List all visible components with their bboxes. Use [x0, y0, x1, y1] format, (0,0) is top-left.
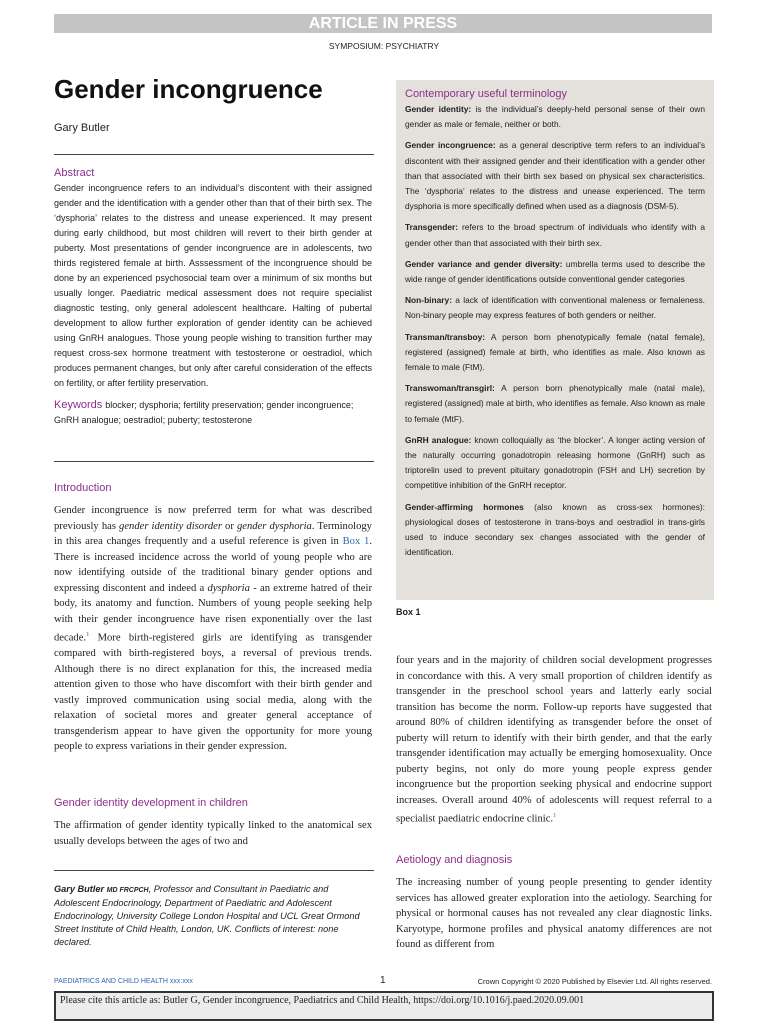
term-entry — [405, 293, 705, 323]
aetiology-heading: Aetiology and diagnosis — [396, 854, 513, 866]
term-name: Transman/transboy: — [405, 331, 486, 342]
term-definition: a lack of identification with conventional maleness or femaleness. Non-binary people may express features of both genders or neither. — [405, 295, 705, 321]
term-name: Gender variance and gender diversity: — [405, 258, 563, 269]
term-definition: umbrella terms used to describe the wide range of gender identifications outside conventional gender categories — [405, 258, 705, 285]
author-footnote: Gary Butler MD FRCPCH, Professor and Consultant in Paediatric and Adolescent Endocrinology, Department of Paediatric and Adolescent Endocrinology, University College London Hospital and UCL Great Ormond Street Institute of Child Health, London, UK. Conflicts of interest: none declared. — [54, 884, 360, 947]
development-heading: Gender identity development in children — [54, 797, 248, 809]
term-entry — [405, 381, 705, 427]
box-caption: Box 1 — [396, 607, 421, 617]
term-name: Non-binary: — [405, 295, 452, 306]
article-title: Gender incongruence — [54, 74, 323, 104]
term-name: Gender-affirming hormones — [405, 501, 524, 512]
article-in-press-banner: ARTICLE IN PRESS — [54, 14, 712, 33]
term-definition: A person born phenotypically female (natal female), registered (assigned) female at birth, who identifies as male. Also known as female to male (FtM). — [405, 331, 705, 373]
term-definition: as a general descriptive term refers to an individual’s discontent with their assigned gender and their identification with a gender other than that associated with their birth sex based on physical sex characteristics. The ‘dysphoria’ relates to the distress and unease experienced. The term dysphoria is more specifically defined when used as a diagnosis (DSM-5). — [405, 140, 706, 212]
keywords-text: blocker; dysphoria; fertility preservation; gender incongruence; GnRH analogue; oestradiol; puberty; testosterone — [54, 400, 354, 425]
term-name: Gender identity: — [405, 104, 472, 114]
journal-name: PAEDIATRICS AND CHILD HEALTH xxx:xxx — [54, 978, 193, 985]
term-entry — [405, 138, 705, 214]
author-name: Gary Butler — [54, 122, 110, 134]
divider — [54, 461, 374, 462]
term-name: GnRH analogue: — [405, 434, 472, 445]
reference-link[interactable]: 1 — [86, 631, 90, 638]
term-definition: (also known as cross-sex hormones): physiological doses of testosterone in trans-boys and oestradiol in trans-girls used to induce secondary sex changes associated with the gender of identification. — [405, 501, 706, 558]
terminology-box — [396, 80, 714, 600]
keywords — [54, 398, 372, 428]
divider — [54, 870, 374, 871]
introduction-paragraph: Gender incongruence is now preferred term for what was described previously has gender identity disorder or gender dysphoria. Terminology in this area changes frequently and a useful reference is given in Box 1. There is increased incidence across the world of young people who are now identifying outside of the traditional binary gender options and expressing discontent and indeed a dysphoria - an extreme hatred of their body, its anatomy and function. Numbers of young people seeking help with their gender incongruence have risen exponentially over the last decade.$^1$ More birth-registered girls are identifying as transgender compared with birth-registered boys, a reversal of previous trends. Although there is no direct explanation for this, the increased media attention given to those who have discomfort with their birth gender and vastly improved communication using social media, along with the relaxation of societal mores and greater general acceptance of transgenderism appear to have given the opportunity for more young people to express variations in their gender expression. — [54, 505, 373, 753]
page-number: 1 — [380, 975, 386, 986]
abstract-section — [54, 167, 372, 428]
term-entry — [405, 330, 705, 376]
term-entry — [405, 102, 705, 132]
abstract-heading: Abstract — [54, 167, 95, 179]
section-label: SYMPOSIUM: PSYCHIATRY — [328, 41, 440, 51]
term-entry — [405, 257, 705, 287]
abstract-text: Gender incongruence refers to an individual’s discontent with their assigned gender and the identification with a gender other than that of their birth sex. The ‘dysphoria’ relates to the distress and unease experienced. It may present during early childhood, but most children will revert to their birth gender at puberty. Most presentations of gender incongruence are in adolescents, two thirds registered female at birth. Asssessment of the incongruence should be done by an experienced psychosocial team over a minimum of six months but usually longer. Paediatric medical assessment does not require specialist diagnostic testing, only general adolescent healthcare. Halting of pubertal development to allow further exploration of gender identity can be achieved using GnRH analogues. Those young people wishing to transition further may request cross-sex hormone treatment with testosterone or oestradiol, which produces permanent changes, but only after careful consideration of the effects on fertility, or after fertility preservation. — [54, 183, 372, 388]
box-1-link[interactable]: Box 1 — [342, 536, 370, 547]
term-definition: A person born phenotypically male (natal male), registered (assigned) male at birth, who identifies as female. Also known as male to female (MtF). — [405, 383, 705, 424]
copyright: Crown Copyright © 2020 Published by Elsevier Ltd. All rights reserved. — [477, 977, 712, 986]
terms-list — [405, 102, 705, 560]
keywords-heading: Keywords — [54, 399, 103, 411]
introduction-heading: Introduction — [54, 482, 112, 494]
term-entry — [405, 220, 705, 250]
term-name: Gender incongruence: — [405, 140, 496, 151]
term-definition: refers to the broad spectrum of individuals who identify with a gender other than that associated with their birth sex. — [405, 222, 705, 248]
citation-box: Please cite this article as: Butler G, Gender incongruence, Paediatrics and Child Health, https://doi.org/10.1016/j.paed.2020.09.001 — [54, 991, 714, 1021]
reference-link[interactable]: 1 — [553, 812, 557, 819]
development-paragraph: The affirmation of gender identity typically linked to the anatomical sex usually develops between the ages of two and — [54, 820, 372, 847]
development-paragraph-continued: four years and in the majority of children social development progresses in concordance with this. A very small proportion of children identify as transgender in the preschool school years and latterly early social transition has become the norm. Follow-up reports have suggested that around 80% of children identifying as transgender before the onset of puberty will return to identify with their birth gender, and that the early transgender identification may actually be emerging homosexuality. Once puberty begins, not only do more young people express gender incongruence but the proportion seeking physical and endocrine support increases. Overall around 40% of adolescents will request referral to a specialist paediatric endocrine clinic.$^1$ — [396, 655, 712, 825]
term-definition: known colloquially as ‘the blocker’. A longer acting version of the naturally occurring gonadotropin releasing hormone (GnRH) such as triptorelin used to prevent pituitary gonadotropin (FSH and LH) secretion by competitive inhibition of the GnRH receptor. — [405, 434, 706, 491]
term-definition: is the individual’s deeply-held personal sense of their own gender as male or female, neither or both. — [405, 104, 705, 130]
term-name: Transgender: — [405, 222, 459, 233]
aetiology-paragraph: The increasing number of young people presenting to gender identity services has allowed greater exploration into the aetiology. Searching for physical or hormonal causes has not revealed any clear diagnostic links. Karyotype, hormone profiles and physical anatomy differences are not found as different from — [396, 877, 712, 950]
term-entry — [405, 433, 705, 494]
box-heading: Contemporary useful terminology — [405, 88, 568, 100]
divider — [54, 154, 374, 155]
term-name: Transwoman/transgirl: — [405, 383, 495, 394]
term-entry — [405, 500, 705, 561]
